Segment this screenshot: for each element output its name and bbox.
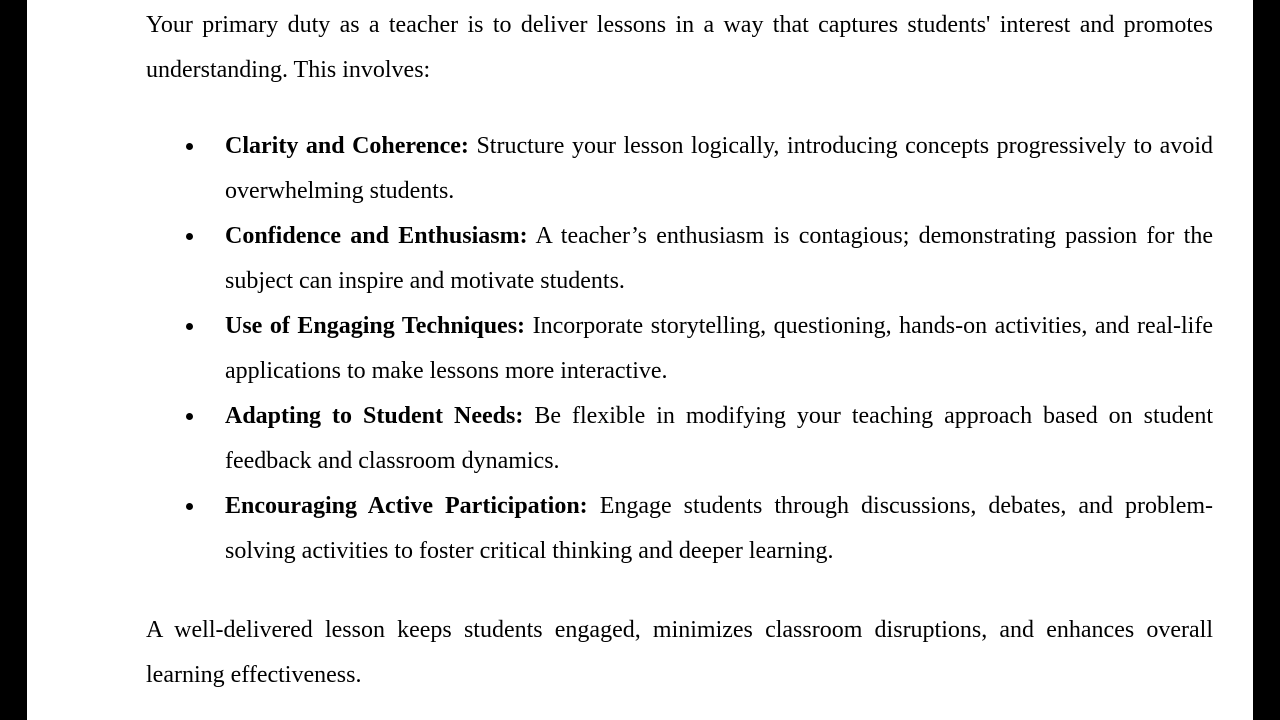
list-item-term: Encouraging Active Participation:	[225, 493, 588, 519]
closing-paragraph: A well-delivered lesson keeps students engaged, minimizes classroom disruptions, and enhances overall learning effectiveness.	[146, 617, 1213, 688]
list-item-text: A teacher’s enthusiasm is contagious; demonstrating passion for the subject can inspire and motivate students.	[225, 223, 1213, 294]
bullet-icon	[186, 503, 193, 510]
bullet-icon	[186, 323, 193, 330]
document-page	[27, 0, 1253, 720]
list-item-term: Use of Engaging Techniques:	[225, 313, 526, 339]
bullet-icon	[186, 413, 193, 420]
list-item-term: Adapting to Student Needs:	[225, 403, 524, 429]
list-item	[146, 484, 1213, 574]
list-item-term: Clarity and Coherence:	[225, 133, 469, 159]
bullet-list	[146, 124, 1213, 574]
list-item	[146, 304, 1213, 394]
list-item-term: Confidence and Enthusiasm:	[225, 223, 528, 249]
list-item	[146, 394, 1213, 484]
list-item-text: Engage students through discussions, debates, and problem-solving activities to foster critical thinking and deeper learning.	[225, 493, 1214, 564]
list-item-text: Be flexible in modifying your teaching approach based on student feedback and classroom dynamics.	[225, 403, 1213, 474]
list-item-text: Structure your lesson logically, introducing concepts progressively to avoid overwhelming students.	[225, 133, 1213, 204]
list-item-text: Incorporate storytelling, questioning, hands-on activities, and real-life applications to make lessons more interactive.	[225, 313, 1213, 384]
list-item	[146, 124, 1213, 214]
bullet-icon	[186, 233, 193, 240]
intro-paragraph: Your primary duty as a teacher is to deliver lessons in a way that captures students' interest and promotes understanding. This involves:	[146, 12, 1213, 83]
bullet-icon	[186, 143, 193, 150]
list-item	[146, 214, 1213, 304]
